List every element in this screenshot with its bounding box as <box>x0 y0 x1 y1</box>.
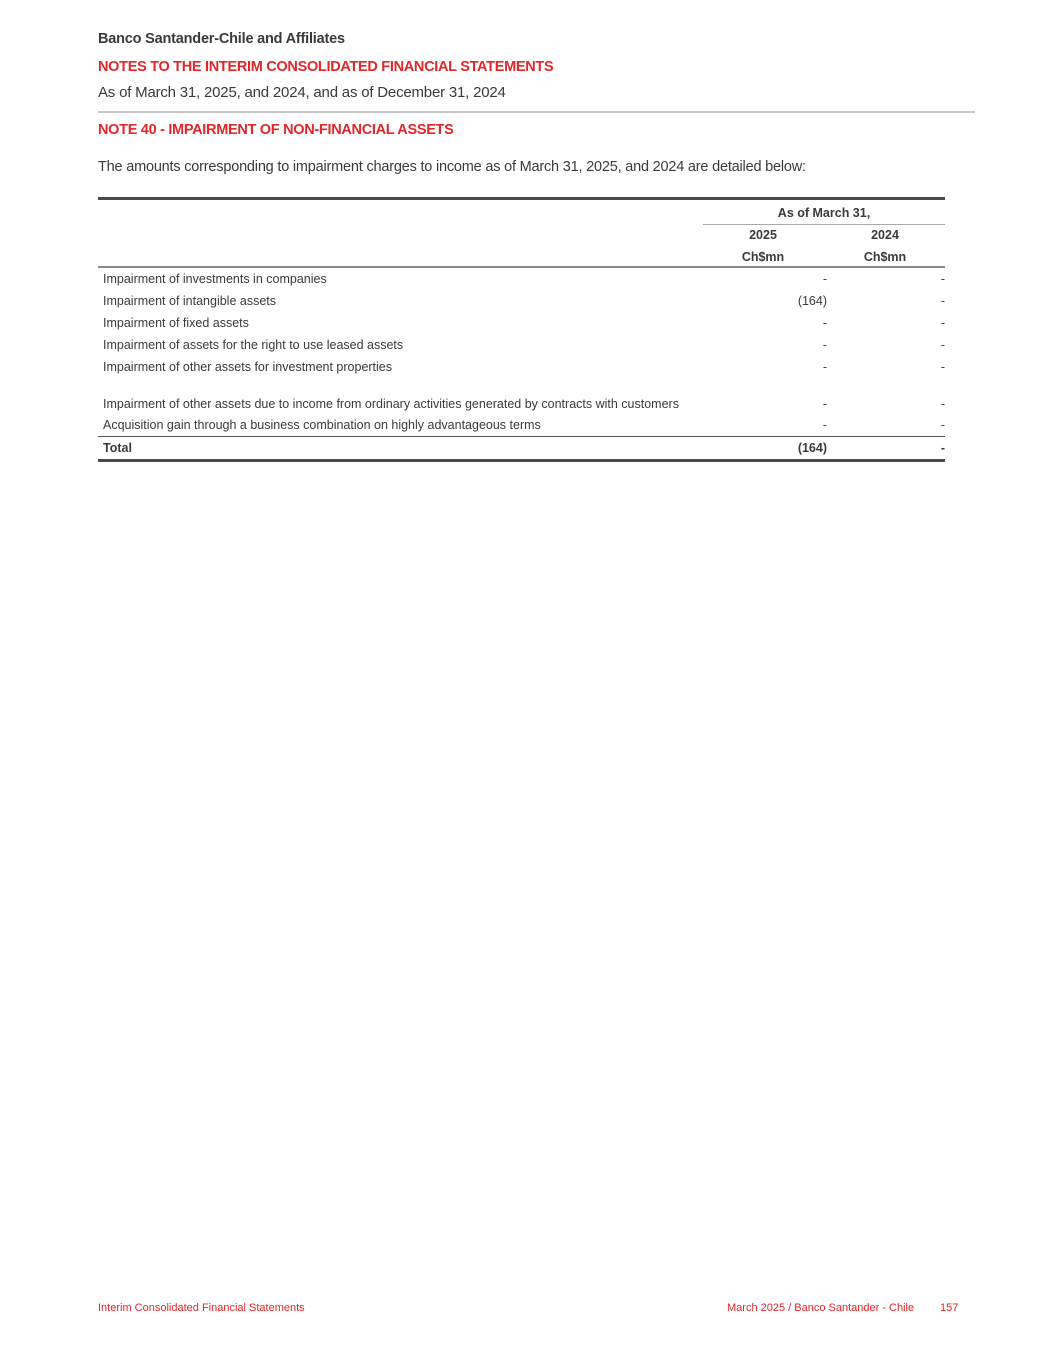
value-2024: - <box>940 316 945 330</box>
note-title: NOTE 40 - IMPAIRMENT OF NON-FINANCIAL ASSETS <box>98 122 454 138</box>
table-row <box>98 414 945 436</box>
row-label: Impairment of intangible assets <box>103 294 277 308</box>
value-2024: - <box>940 397 945 411</box>
section-title: NOTES TO THE INTERIM CONSOLIDATED FINANCIAL STATEMENTS <box>98 59 554 75</box>
table-header <box>98 200 945 268</box>
footer-right: March 2025 / Banco Santander - Chile <box>727 1302 915 1314</box>
value-2025: - <box>822 316 827 330</box>
header-divider <box>98 111 975 113</box>
table-row <box>98 268 945 290</box>
page-number: 157 <box>940 1302 959 1314</box>
col-year-2025: 2025 <box>749 228 777 242</box>
value-2025: - <box>822 360 827 374</box>
value-2024: - <box>940 272 945 286</box>
value-2024: - <box>940 418 945 432</box>
table-row <box>98 356 945 378</box>
col-year-2024: 2024 <box>871 228 899 242</box>
total-2025: (164) <box>797 441 827 455</box>
row-label: Impairment of investments in companies <box>103 272 327 286</box>
col-unit-2025: Ch$mn <box>741 250 785 264</box>
group-header: As of March 31, <box>703 206 945 225</box>
table-row <box>98 290 945 312</box>
total-row <box>98 436 945 462</box>
value-2025: - <box>822 418 827 432</box>
row-label: Impairment of fixed assets <box>103 316 249 330</box>
total-label: Total <box>103 441 132 455</box>
value-2025: - <box>822 338 827 352</box>
row-label: Impairment of other assets due to income from ordinary activities generated by contracts with customers <box>103 397 679 411</box>
value-2025: (164) <box>797 294 827 308</box>
total-2024: - <box>940 441 945 455</box>
table-row <box>98 378 945 414</box>
value-2025: - <box>822 397 827 411</box>
company-name: Banco Santander-Chile and Affiliates <box>98 31 345 47</box>
row-label: Impairment of other assets for investment properties <box>103 360 393 374</box>
value-2024: - <box>940 338 945 352</box>
row-label: Acquisition gain through a business combination on highly advantageous terms <box>103 418 541 432</box>
value-2024: - <box>940 294 945 308</box>
table-row <box>98 334 945 356</box>
row-label: Impairment of assets for the right to use leased assets <box>103 338 404 352</box>
note-intro: The amounts corresponding to impairment charges to income as of March 31, 2025, and 2024 are detailed below: <box>98 159 806 175</box>
table-row <box>98 312 945 334</box>
period-subtitle: As of March 31, 2025, and 2024, and as of December 31, 2024 <box>98 84 506 101</box>
value-2024: - <box>940 360 945 374</box>
impairment-table <box>98 197 945 462</box>
footer-left: Interim Consolidated Financial Statements <box>98 1302 305 1314</box>
col-unit-2024: Ch$mn <box>863 250 907 264</box>
value-2025: - <box>822 272 827 286</box>
